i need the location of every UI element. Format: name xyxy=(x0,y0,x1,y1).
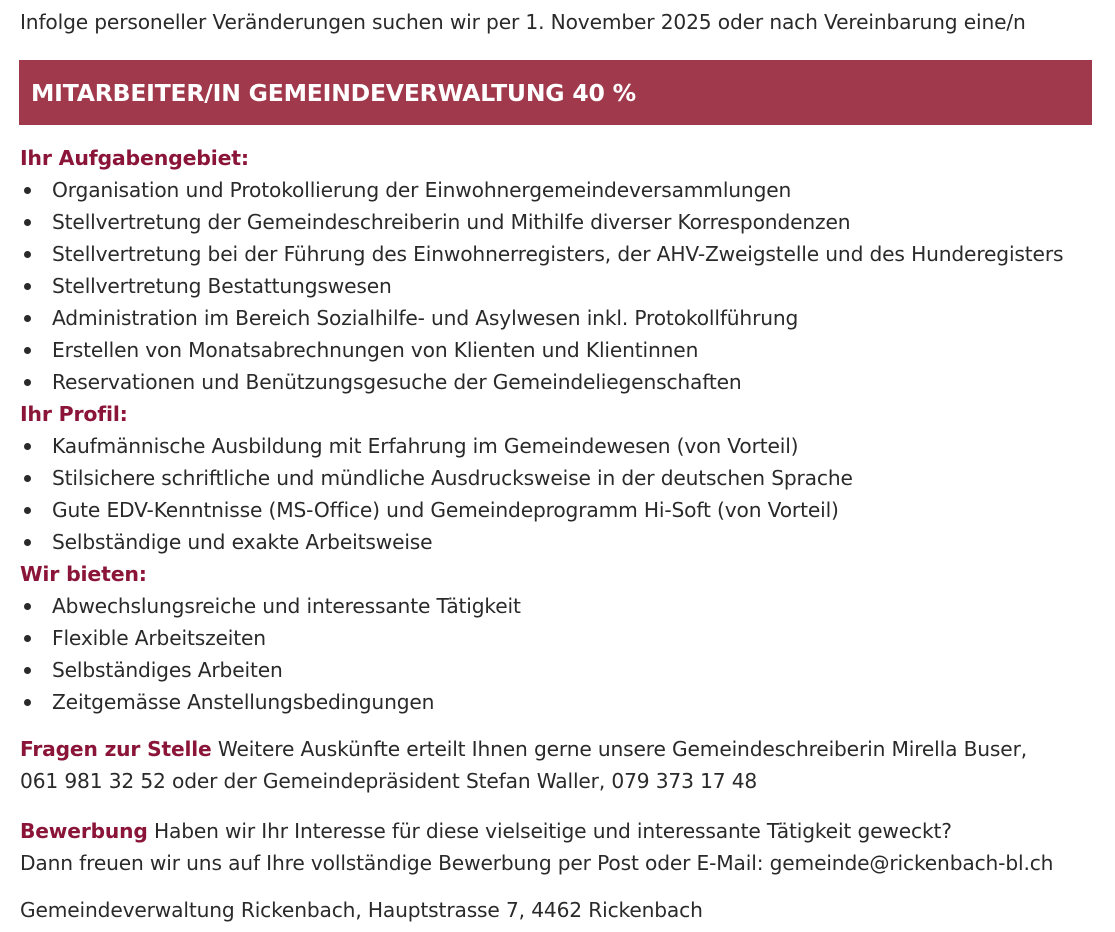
application-label: Bewerbung xyxy=(20,819,148,843)
bullet-icon xyxy=(24,699,31,706)
questions-paragraph xyxy=(20,733,1100,797)
list-item-text: Erstellen von Monatsabrechnungen von Klienten und Klientinnen xyxy=(52,338,699,362)
bullet-icon xyxy=(24,347,31,354)
list-item-text: Stilsichere schriftliche und mündliche Ausdrucksweise in der deutschen Sprache xyxy=(52,466,853,490)
list-item xyxy=(20,238,1096,270)
heading-profil: Ihr Profil: xyxy=(20,402,128,426)
list-item-text: Stellvertretung der Gemeindeschreiberin und Mithilfe diverser Korrespondenzen xyxy=(52,210,851,234)
intro-text: Infolge personeller Veränderungen suchen wir per 1. November 2025 oder nach Vereinbarung eine/n xyxy=(20,10,1026,34)
list-item-text: Reservationen und Benützungsgesuche der Gemeindeliegenschaften xyxy=(52,370,742,394)
list-item-text: Stellvertretung Bestattungswesen xyxy=(52,274,392,298)
list-item xyxy=(20,270,1096,302)
section-profil xyxy=(20,398,1096,558)
section-aufgabengebiet xyxy=(20,142,1096,398)
bullet-icon xyxy=(24,251,31,258)
list-item-text: Abwechslungsreiche und interessante Tätigkeit xyxy=(52,594,521,618)
application-line-1 xyxy=(20,815,1100,847)
list-item xyxy=(20,494,1096,526)
list-item xyxy=(20,174,1096,206)
application-paragraph xyxy=(20,815,1100,879)
bullet-icon xyxy=(24,315,31,322)
list-item xyxy=(20,686,1096,718)
list-item xyxy=(20,430,1096,462)
application-text-1: Haben wir Ihr Interesse für diese vielseitige und interessante Tätigkeit geweckt? xyxy=(147,819,952,843)
list-profil xyxy=(20,430,1096,558)
bullet-icon xyxy=(24,187,31,194)
questions-line-1 xyxy=(20,733,1100,765)
bullet-icon xyxy=(24,539,31,546)
bullet-icon xyxy=(24,219,31,226)
list-item xyxy=(20,302,1096,334)
application-text-2: Dann freuen wir uns auf Ihre vollständige Bewerbung per Post oder E-Mail: gemeinde@rickenbach-bl.ch xyxy=(20,851,1054,875)
bullet-icon xyxy=(24,379,31,386)
list-item-text: Administration im Bereich Sozialhilfe- und Asylwesen inkl. Protokollführung xyxy=(52,306,799,330)
list-item-text: Selbständiges Arbeiten xyxy=(52,658,283,682)
list-item-text: Selbständige und exakte Arbeitsweise xyxy=(52,530,433,554)
list-item xyxy=(20,526,1096,558)
list-item xyxy=(20,334,1096,366)
questions-label: Fragen zur Stelle xyxy=(20,737,212,761)
list-item-text: Zeitgemässe Anstellungsbedingungen xyxy=(52,690,435,714)
bullet-icon xyxy=(24,603,31,610)
address-footer: Gemeindeverwaltung Rickenbach, Hauptstrasse 7, 4462 Rickenbach xyxy=(20,898,703,922)
list-item xyxy=(20,590,1096,622)
list-wir-bieten xyxy=(20,590,1096,718)
bullet-icon xyxy=(24,635,31,642)
bullet-icon xyxy=(24,475,31,482)
section-wir-bieten xyxy=(20,558,1096,718)
list-item xyxy=(20,206,1096,238)
list-item xyxy=(20,462,1096,494)
list-item-text: Kaufmännische Ausbildung mit Erfahrung im Gemeindewesen (von Vorteil) xyxy=(52,434,799,458)
bullet-icon xyxy=(24,667,31,674)
job-title: MITARBEITER/IN GEMEINDEVERWALTUNG 40 % xyxy=(31,78,636,107)
list-item xyxy=(20,366,1096,398)
questions-text-1: Weitere Auskünfte erteilt Ihnen gerne unsere Gemeindeschreiberin Mirella Buser, xyxy=(211,737,1027,761)
bullet-icon xyxy=(24,507,31,514)
heading-wir-bieten: Wir bieten: xyxy=(20,562,147,586)
list-item xyxy=(20,654,1096,686)
bullet-icon xyxy=(24,283,31,290)
bullet-icon xyxy=(24,443,31,450)
list-item xyxy=(20,622,1096,654)
list-item-text: Organisation und Protokollierung der Einwohnergemeindeversammlungen xyxy=(52,178,792,202)
heading-aufgabengebiet: Ihr Aufgabengebiet: xyxy=(20,146,249,170)
list-item-text: Stellvertretung bei der Führung des Einwohnerregisters, der AHV-Zweigstelle und des Hunderegisters xyxy=(52,242,1064,266)
questions-text-2: 061 981 32 52 oder der Gemeindepräsident Stefan Waller, 079 373 17 48 xyxy=(20,769,758,793)
list-aufgabengebiet xyxy=(20,174,1096,398)
list-item-text: Gute EDV-Kenntnisse (MS-Office) und Gemeindeprogramm Hi-Soft (von Vorteil) xyxy=(52,498,839,522)
job-title-banner xyxy=(19,60,1092,125)
list-item-text: Flexible Arbeitszeiten xyxy=(52,626,266,650)
